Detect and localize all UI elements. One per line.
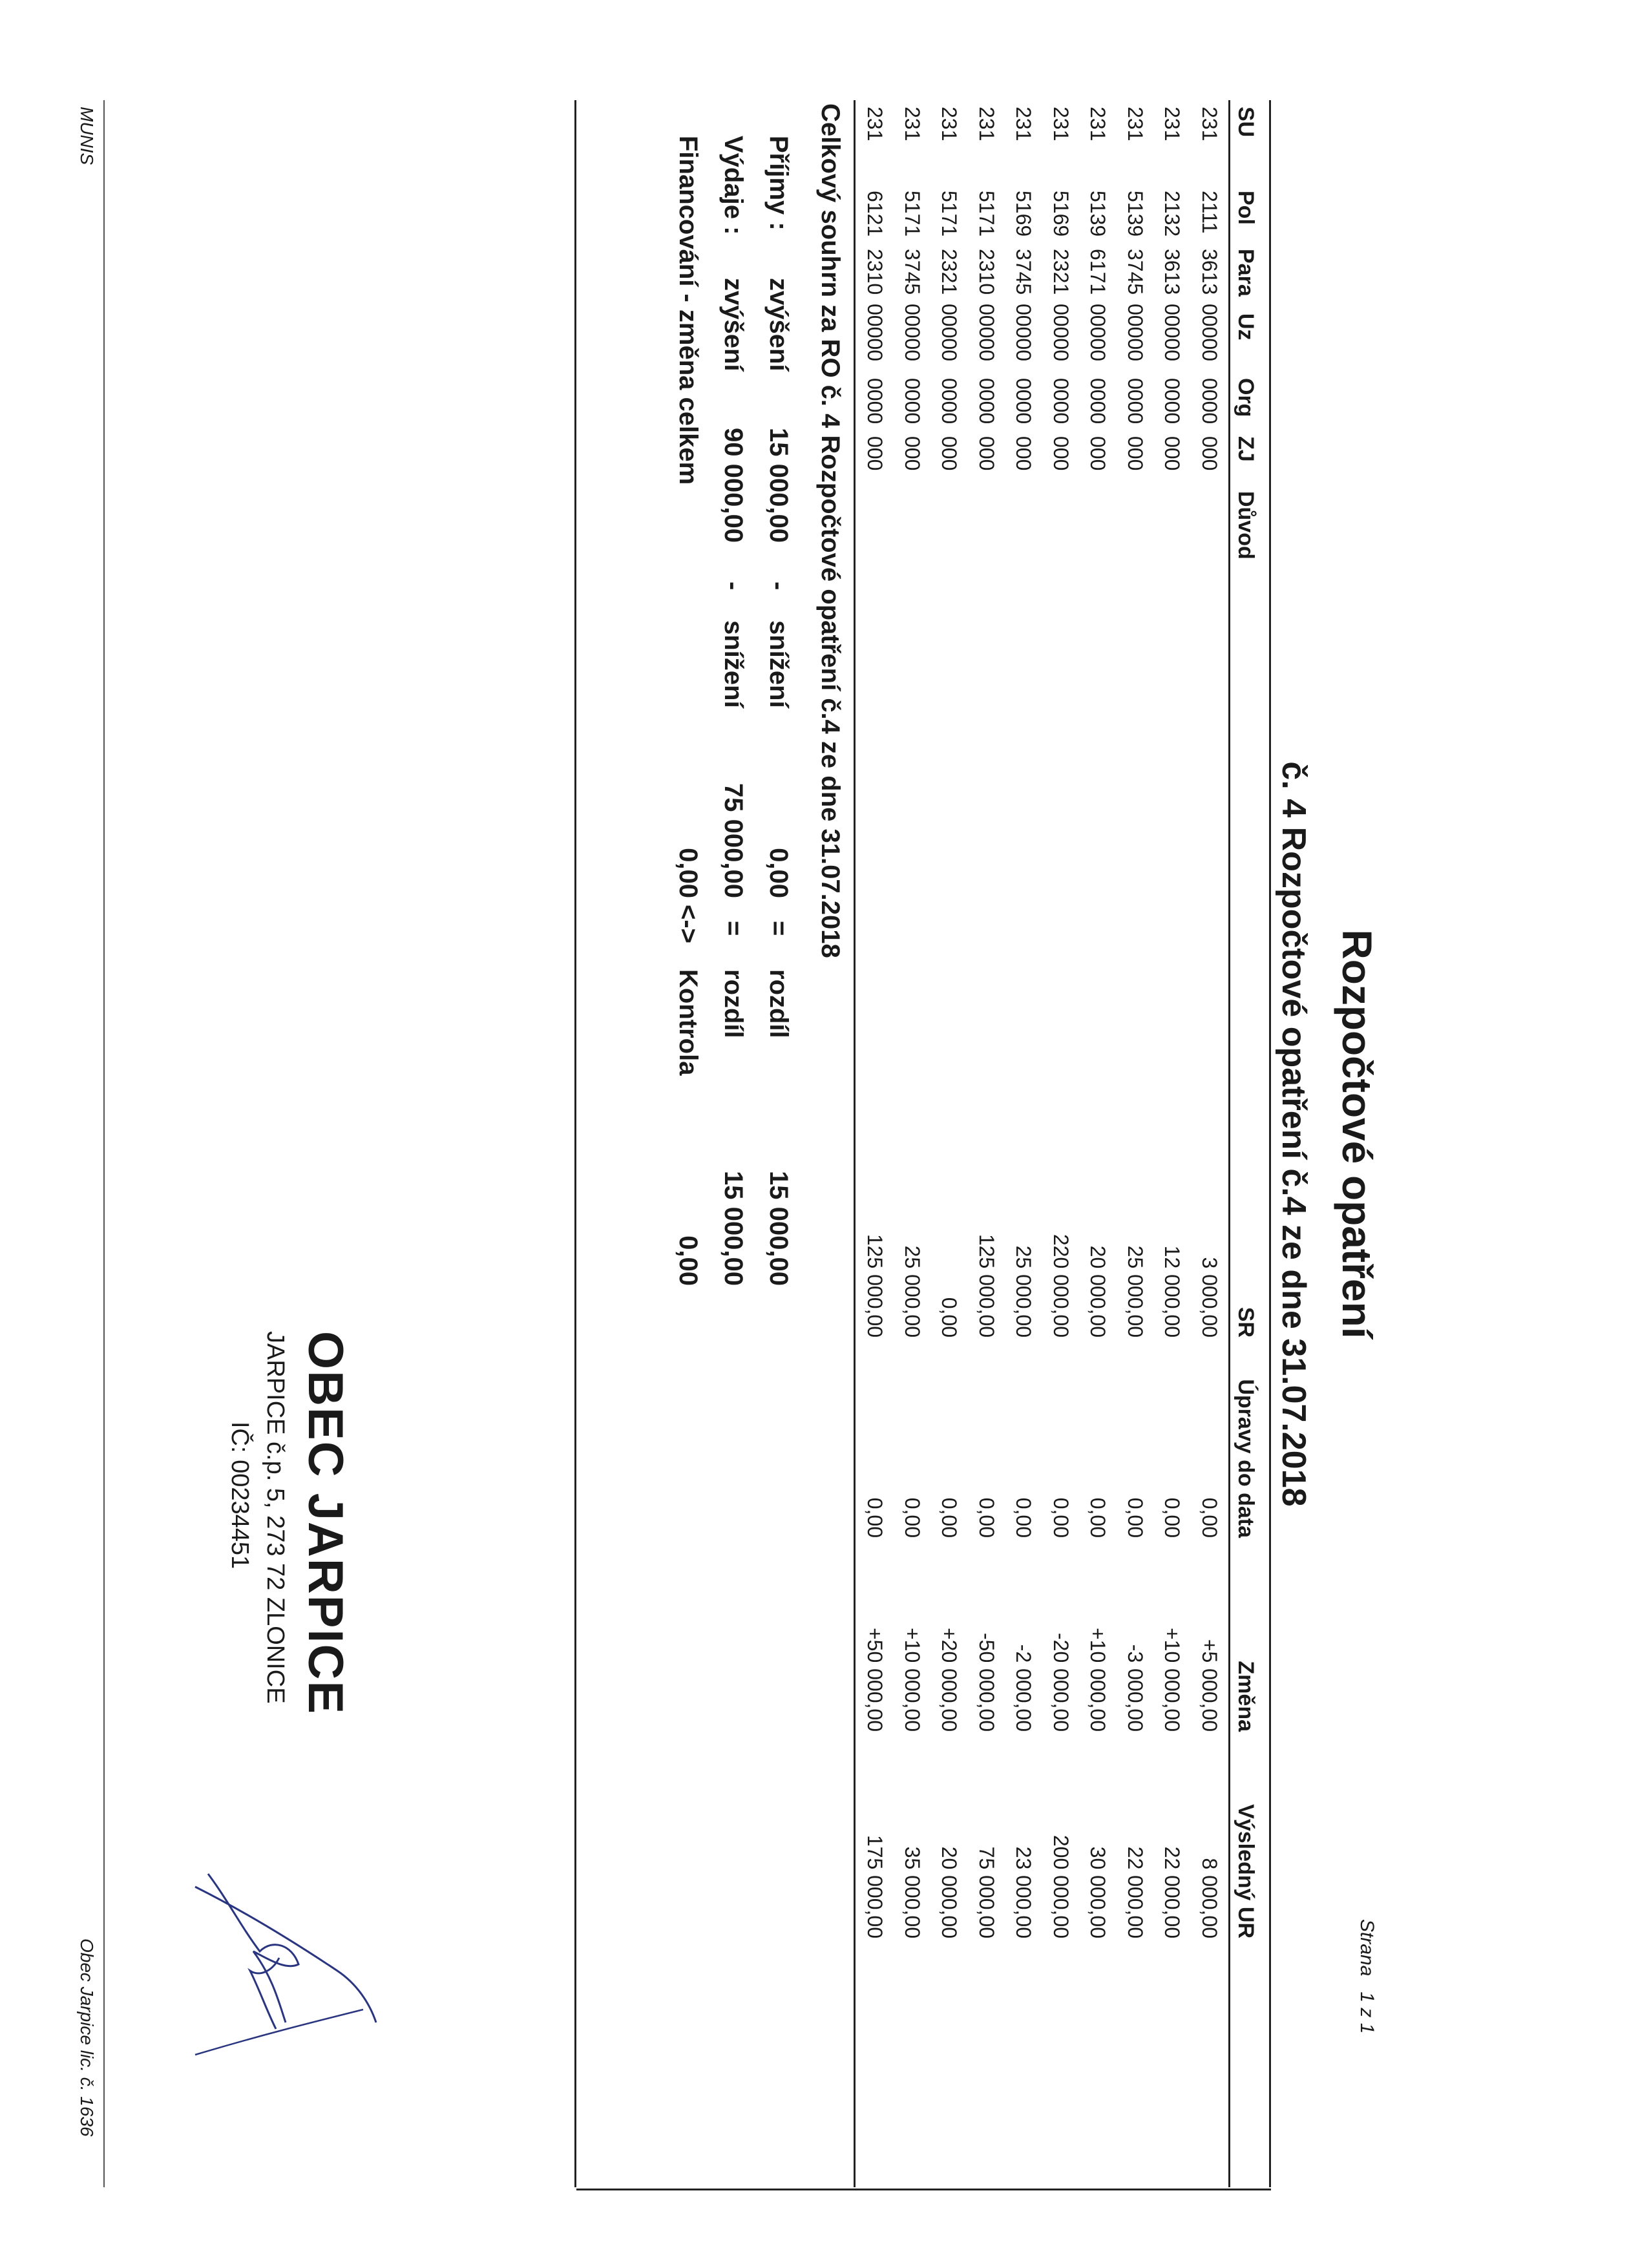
col-header-zj: ZJ bbox=[1234, 436, 1258, 462]
financovani-label: Financování - změna celkem bbox=[674, 136, 702, 485]
cell-su: 231 bbox=[1161, 107, 1184, 142]
cell-zj: 000 bbox=[901, 436, 924, 471]
prijmy-label: Příjmy : bbox=[764, 136, 793, 231]
cell-vysledny: 22 000,00 bbox=[1161, 1846, 1184, 1938]
cell-para: 2310 bbox=[975, 249, 998, 295]
cell-uz: 00000 bbox=[863, 304, 887, 361]
vydaje-snizeni-value: 75 000,00 bbox=[719, 783, 748, 898]
cell-org: 0000 bbox=[863, 378, 887, 425]
cell-vysledny: 35 000,00 bbox=[901, 1846, 924, 1938]
vydaje-dash: - bbox=[719, 582, 748, 591]
cell-uz: 00000 bbox=[938, 304, 961, 361]
stamp-municipality-name: OBEC JARPICE bbox=[298, 1331, 353, 1716]
vydaje-rozdil-label: rozdíl bbox=[719, 969, 748, 1038]
cell-uz: 00000 bbox=[901, 304, 924, 361]
cell-upravy: 0,00 bbox=[901, 1497, 924, 1538]
col-header-para: Para bbox=[1234, 249, 1258, 297]
summary-heading: Celkový souhrn za RO č. 4 Rozpočtové opatření č.4 ze dne 31.07.2018 bbox=[816, 103, 845, 958]
cell-pol: 5139 bbox=[1086, 191, 1110, 237]
cell-uz: 00000 bbox=[1161, 304, 1184, 361]
cell-zmena: -50 000,00 bbox=[975, 1632, 998, 1732]
cell-zj: 000 bbox=[1161, 436, 1184, 471]
footer-rule bbox=[103, 100, 105, 2187]
kontrola-label: Kontrola bbox=[674, 969, 702, 1076]
document-title: Rozpočtové opatření bbox=[1334, 929, 1380, 1339]
cell-su: 231 bbox=[1012, 107, 1036, 142]
prijmy-zvyseni-label: zvýšení bbox=[764, 278, 793, 372]
cell-zmena: +10 000,00 bbox=[901, 1627, 924, 1732]
cell-upravy: 0,00 bbox=[1161, 1497, 1184, 1538]
footer-left: MUNIS bbox=[77, 107, 97, 165]
prijmy-snizeni-value: 0,00 bbox=[764, 848, 793, 898]
vydaje-snizeni-label: snížení bbox=[719, 620, 748, 708]
cell-sr: 125 000,00 bbox=[975, 1234, 998, 1338]
cell-org: 0000 bbox=[1049, 378, 1073, 425]
cell-org: 0000 bbox=[1086, 378, 1110, 425]
handwritten-signature bbox=[176, 1861, 389, 2074]
cell-para: 2321 bbox=[938, 249, 961, 295]
cell-zmena: -2 000,00 bbox=[1012, 1644, 1036, 1732]
cell-zj: 000 bbox=[975, 436, 998, 471]
cell-para: 3613 bbox=[1161, 249, 1184, 295]
cell-sr: 25 000,00 bbox=[901, 1245, 924, 1338]
cell-org: 0000 bbox=[1161, 378, 1184, 425]
vydaje-zvyseni-value: 90 000,00 bbox=[719, 428, 748, 543]
stamp-address: JARPICE č.p. 5, 273 72 ZLONICE bbox=[262, 1331, 289, 1704]
cell-vysledny: 20 000,00 bbox=[938, 1846, 961, 1938]
financovani-arrow: <-> bbox=[674, 905, 702, 944]
kontrola-value: 0,00 bbox=[674, 1235, 702, 1286]
cell-sr: 25 000,00 bbox=[1012, 1245, 1036, 1338]
cell-vysledny: 22 000,00 bbox=[1124, 1846, 1147, 1938]
cell-uz: 00000 bbox=[975, 304, 998, 361]
cell-su: 231 bbox=[1198, 107, 1221, 142]
cell-para: 3745 bbox=[1124, 249, 1147, 295]
cell-org: 0000 bbox=[938, 378, 961, 425]
prijmy-rozdil-label: rozdíl bbox=[764, 969, 793, 1038]
cell-upravy: 0,00 bbox=[1124, 1497, 1147, 1538]
cell-su: 231 bbox=[1086, 107, 1110, 142]
prijmy-zvyseni-value: 15 000,00 bbox=[764, 428, 793, 543]
rows-bottom-rule bbox=[854, 100, 856, 2187]
col-header-vysledny: Výsledný UR bbox=[1234, 1804, 1258, 1938]
cell-para: 3613 bbox=[1198, 249, 1221, 295]
cell-org: 0000 bbox=[1012, 378, 1036, 425]
col-header-upravy: Úpravy do data bbox=[1234, 1379, 1258, 1538]
col-header-su: SU bbox=[1234, 107, 1258, 138]
stamp-ic: IČ: 00234451 bbox=[226, 1422, 253, 1570]
cell-sr: 20 000,00 bbox=[1086, 1245, 1110, 1338]
document-subtitle: č. 4 Rozpočtové opatření č.4 ze dne 31.07.2018 bbox=[1275, 761, 1312, 1507]
table-right-rule bbox=[576, 2189, 1271, 2190]
cell-zmena: +5 000,00 bbox=[1198, 1639, 1221, 1732]
cell-vysledny: 30 000,00 bbox=[1086, 1846, 1110, 1938]
cell-sr: 220 000,00 bbox=[1049, 1234, 1073, 1338]
cell-zj: 000 bbox=[1086, 436, 1110, 471]
table-top-rule bbox=[1269, 100, 1271, 2187]
cell-org: 0000 bbox=[1198, 378, 1221, 425]
cell-zj: 000 bbox=[1198, 436, 1221, 471]
cell-pol: 5171 bbox=[938, 191, 961, 237]
cell-uz: 00000 bbox=[1012, 304, 1036, 361]
cell-upravy: 0,00 bbox=[1086, 1497, 1110, 1538]
prijmy-rozdil-value: 15 000,00 bbox=[764, 1171, 793, 1286]
vydaje-label: Výdaje : bbox=[719, 136, 748, 235]
cell-sr: 0,00 bbox=[938, 1297, 961, 1338]
cell-upravy: 0,00 bbox=[1012, 1497, 1036, 1538]
footer-right: Obec Jarpice lic. č. 1636 bbox=[77, 1938, 97, 2137]
header-bottom-rule bbox=[1228, 100, 1230, 2187]
cell-uz: 00000 bbox=[1086, 304, 1110, 361]
cell-zmena: +10 000,00 bbox=[1161, 1627, 1184, 1732]
prijmy-dash: - bbox=[764, 582, 793, 591]
cell-zj: 000 bbox=[1049, 436, 1073, 471]
cell-pol: 5139 bbox=[1124, 191, 1147, 237]
cell-zmena: -3 000,00 bbox=[1124, 1644, 1147, 1732]
cell-vysledny: 75 000,00 bbox=[975, 1846, 998, 1938]
cell-vysledny: 200 000,00 bbox=[1049, 1834, 1073, 1938]
cell-zmena: +10 000,00 bbox=[1086, 1627, 1110, 1732]
cell-su: 231 bbox=[1124, 107, 1147, 142]
cell-vysledny: 175 000,00 bbox=[863, 1834, 887, 1938]
cell-vysledny: 23 000,00 bbox=[1012, 1846, 1036, 1938]
cell-zmena: +20 000,00 bbox=[938, 1627, 961, 1732]
cell-upravy: 0,00 bbox=[863, 1497, 887, 1538]
cell-org: 0000 bbox=[901, 378, 924, 425]
cell-upravy: 0,00 bbox=[938, 1497, 961, 1538]
cell-para: 2321 bbox=[1049, 249, 1073, 295]
cell-upravy: 0,00 bbox=[975, 1497, 998, 1538]
cell-su: 231 bbox=[938, 107, 961, 142]
col-header-zmena: Změna bbox=[1234, 1661, 1258, 1732]
cell-vysledny: 8 000,00 bbox=[1198, 1858, 1221, 1938]
cell-zmena: -20 000,00 bbox=[1049, 1632, 1073, 1732]
table-bottom-rule bbox=[574, 100, 576, 2187]
financovani-value: 0,00 bbox=[674, 848, 702, 898]
cell-pol: 2132 bbox=[1161, 191, 1184, 237]
col-header-sr: SR bbox=[1234, 1307, 1258, 1338]
cell-upravy: 0,00 bbox=[1198, 1497, 1221, 1538]
cell-zj: 000 bbox=[938, 436, 961, 471]
cell-uz: 00000 bbox=[1049, 304, 1073, 361]
cell-zmena: +50 000,00 bbox=[863, 1627, 887, 1732]
vydaje-zvyseni-label: zvýšení bbox=[719, 278, 748, 372]
cell-zj: 000 bbox=[1124, 436, 1147, 471]
cell-org: 0000 bbox=[1124, 378, 1147, 425]
cell-sr: 25 000,00 bbox=[1124, 1245, 1147, 1338]
cell-su: 231 bbox=[863, 107, 887, 142]
col-header-pol: Pol bbox=[1234, 191, 1258, 225]
cell-sr: 3 000,00 bbox=[1198, 1257, 1221, 1338]
prijmy-snizeni-label: snížení bbox=[764, 620, 793, 708]
cell-su: 231 bbox=[1049, 107, 1073, 142]
cell-pol: 5171 bbox=[901, 191, 924, 237]
cell-uz: 00000 bbox=[1124, 304, 1147, 361]
cell-pol: 5169 bbox=[1012, 191, 1036, 237]
page-number: 1 z 1 bbox=[1356, 1991, 1378, 2034]
cell-para: 3745 bbox=[1012, 249, 1036, 295]
cell-pol: 2111 bbox=[1198, 191, 1221, 234]
cell-zj: 000 bbox=[1012, 436, 1036, 471]
cell-pol: 6121 bbox=[863, 191, 887, 237]
cell-para: 3745 bbox=[901, 249, 924, 295]
cell-org: 0000 bbox=[975, 378, 998, 425]
cell-pol: 5171 bbox=[975, 191, 998, 237]
col-header-duvod: Důvod bbox=[1234, 491, 1258, 560]
page-label: Strana bbox=[1356, 1919, 1378, 1977]
cell-pol: 5169 bbox=[1049, 191, 1073, 237]
prijmy-eq: = bbox=[764, 921, 793, 936]
cell-su: 231 bbox=[975, 107, 998, 142]
cell-sr: 12 000,00 bbox=[1161, 1245, 1184, 1338]
cell-su: 231 bbox=[901, 107, 924, 142]
col-header-org: Org bbox=[1234, 378, 1258, 417]
vydaje-rozdil-value: 15 000,00 bbox=[719, 1171, 748, 1286]
cell-para: 6171 bbox=[1086, 249, 1110, 295]
cell-sr: 125 000,00 bbox=[863, 1234, 887, 1338]
cell-para: 2310 bbox=[863, 249, 887, 295]
cell-uz: 00000 bbox=[1198, 304, 1221, 361]
col-header-uz: Uz bbox=[1234, 313, 1258, 341]
vydaje-eq: = bbox=[719, 921, 748, 936]
cell-zj: 000 bbox=[863, 436, 887, 471]
cell-upravy: 0,00 bbox=[1049, 1497, 1073, 1538]
